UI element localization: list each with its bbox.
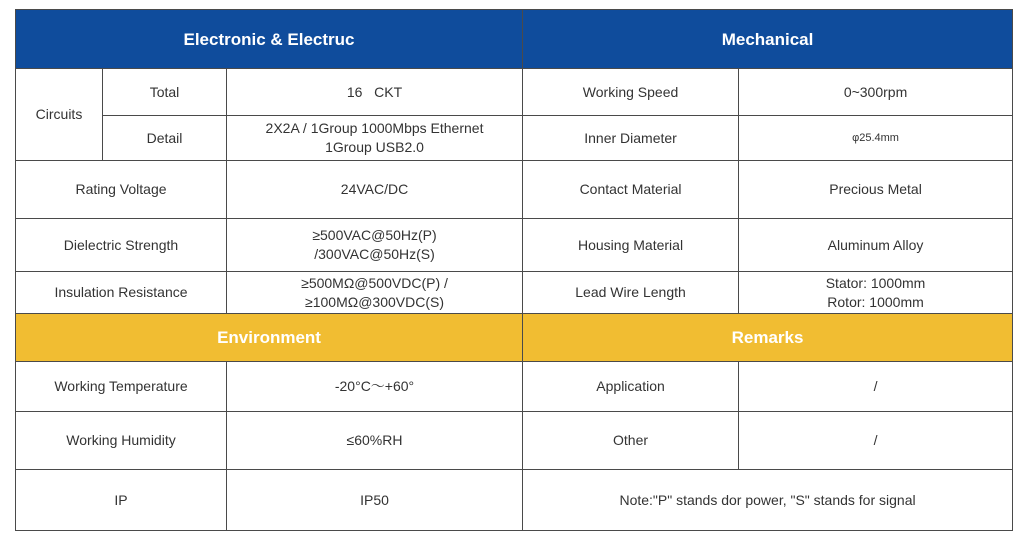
ip-label: IP [16, 470, 227, 531]
remarks-header: Remarks [523, 314, 1013, 362]
row-ip [16, 470, 1013, 531]
header-row-2 [16, 314, 1013, 362]
temperature-value: -20°C～+60° [227, 362, 523, 412]
contact-material-label: Contact Material [523, 161, 739, 219]
lead-wire-label: Lead Wire Length [523, 272, 739, 314]
lead-wire-value-line-2: Rotor: 1000mm [827, 293, 924, 310]
other-label: Other [523, 412, 739, 470]
dielectric-label: Dielectric Strength [16, 219, 227, 272]
contact-material-value: Precious Metal [739, 161, 1013, 219]
detail-value-line-1: 2X2A / 1Group 1000Mbps Ethernet [265, 120, 484, 136]
row-humidity [16, 412, 1013, 470]
lead-wire-value [739, 272, 1013, 314]
insulation-value-line-2: ≥100MΩ@300VDC(S) [305, 293, 444, 310]
insulation-label: Insulation Resistance [16, 272, 227, 314]
insulation-value [227, 272, 523, 314]
remarks-note: Note:"P" stands dor power, "S" stands for signal [523, 470, 1013, 531]
application-label: Application [523, 362, 739, 412]
circuits-label: Circuits [16, 69, 103, 161]
rating-voltage-value: 24VAC/DC [227, 161, 523, 219]
row-total [16, 69, 1013, 116]
row-temperature [16, 362, 1013, 412]
detail-value-line-2: 1Group USB2.0 [325, 139, 424, 155]
humidity-value: ≤60%RH [227, 412, 523, 470]
row-insulation [16, 272, 1013, 314]
humidity-label: Working Humidity [16, 412, 227, 470]
row-dielectric [16, 219, 1013, 272]
row-detail [16, 116, 1013, 161]
environment-header: Environment [16, 314, 523, 362]
dielectric-value [227, 219, 523, 272]
working-speed-label: Working Speed [523, 69, 739, 116]
temperature-label: Working Temperature [16, 362, 227, 412]
rating-voltage-label: Rating Voltage [16, 161, 227, 219]
row-rating-voltage [16, 161, 1013, 219]
other-value: / [739, 412, 1013, 470]
application-value: / [739, 362, 1013, 412]
dielectric-value-line-2: /300VAC@50Hz(S) [314, 246, 435, 262]
inner-diameter-label: Inner Diameter [523, 116, 739, 161]
total-label: Total [103, 69, 227, 116]
ip-value: IP50 [227, 470, 523, 531]
housing-material-label: Housing Material [523, 219, 739, 272]
electronic-header: Electronic & Electruc [16, 10, 523, 69]
mechanical-header: Mechanical [523, 10, 1013, 69]
housing-material-value: Aluminum Alloy [739, 219, 1013, 272]
header-row-1 [16, 10, 1013, 69]
working-speed-value: 0~300rpm [739, 69, 1013, 116]
detail-label: Detail [103, 116, 227, 161]
spec-table [15, 9, 1013, 531]
detail-value [227, 116, 523, 161]
inner-diameter-value: φ25.4mm [739, 116, 1013, 161]
total-value: 16 CKT [227, 69, 523, 116]
insulation-value-line-1: ≥500MΩ@500VDC(P) / [301, 274, 448, 291]
lead-wire-value-line-1: Stator: 1000mm [825, 274, 926, 291]
dielectric-value-line-1: ≥500VAC@50Hz(P) [312, 227, 437, 243]
